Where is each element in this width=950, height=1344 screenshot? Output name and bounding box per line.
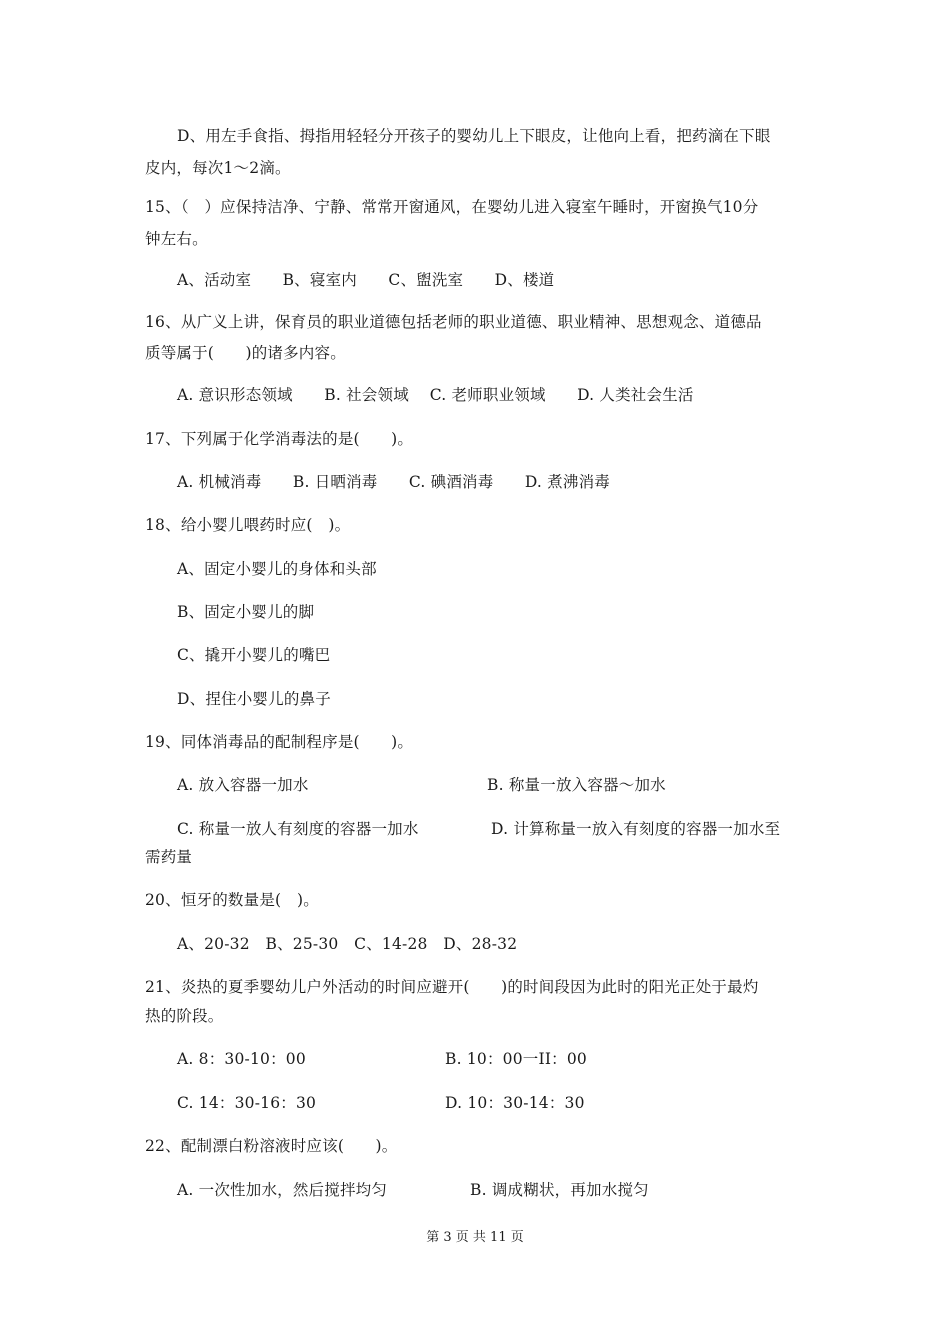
- q19-stem: 19、同体消毒品的配制程序是( )。: [145, 733, 414, 751]
- q14-option-d-line1: D、用左手食指、拇指用轻轻分开孩子的婴幼儿上下眼皮，让他向上看，把药滴在下眼: [177, 127, 771, 145]
- q22-option-b: B. 调成糊状，再加水搅匀: [470, 1181, 649, 1199]
- page-footer: 第 3 页 共 11 页: [426, 1230, 524, 1245]
- q19-option-b: B. 称量一放入容器～加水: [487, 776, 666, 794]
- q19-option-a: A. 放入容器一加水: [177, 776, 309, 794]
- q19-option-d: D. 计算称量一放入有刻度的容器一加水至: [491, 820, 781, 838]
- q21-option-c: C. 14：30-16：30: [177, 1094, 317, 1112]
- q14-option-d-line2: 皮内，每次1～2滴。: [145, 159, 291, 177]
- q18-stem: 18、给小婴儿喂药时应( )。: [145, 516, 351, 534]
- q15-stem-line2: 钟左右。: [145, 230, 208, 248]
- q15-stem-line1: 15、（ ）应保持洁净、宁静、常常开窗通风，在婴幼儿进入寝室午睡时，开窗换气10分: [145, 198, 759, 216]
- q20-stem: 20、恒牙的数量是( )。: [145, 891, 319, 909]
- q19-option-d-cont: 需药量: [145, 848, 193, 866]
- q18-option-a: A、固定小婴儿的身体和头部: [177, 560, 377, 578]
- q16-stem-line1: 16、从广义上讲，保育员的职业道德包括老师的职业道德、职业精神、思想观念、道德品: [145, 313, 762, 331]
- q21-option-d: D. 10：30-14：30: [445, 1094, 585, 1112]
- q22-stem: 22、配制漂白粉溶液时应该( )。: [145, 1137, 398, 1155]
- q18-option-d: D、捏住小婴儿的鼻子: [177, 690, 331, 708]
- q20-options: A、20-32 B、25-30 C、14-28 D、28-32: [177, 935, 518, 953]
- q22-option-a: A. 一次性加水，然后搅拌均匀: [177, 1181, 388, 1199]
- q17-stem: 17、下列属于化学消毒法的是( )。: [145, 430, 414, 448]
- q15-options: A、活动室 B、寝室内 C、盥洗室 D、楼道: [177, 271, 555, 289]
- q19-option-c: C. 称量一放人有刻度的容器一加水: [177, 820, 419, 838]
- q18-option-c: C、撬开小婴儿的嘴巴: [177, 646, 331, 664]
- q21-option-b: B. 10：00一II：00: [445, 1050, 587, 1068]
- q16-options: A. 意识形态领域 B. 社会领域 C. 老师职业领域 D. 人类社会生活: [177, 386, 694, 404]
- q16-stem-line2: 质等属于( )的诸多内容。: [145, 344, 346, 362]
- q21-stem-line2: 热的阶段。: [145, 1007, 224, 1025]
- q21-option-a: A. 8：30-10：00: [177, 1050, 306, 1068]
- q21-stem-line1: 21、炎热的夏季婴幼儿户外活动的时间应避开( )的时间段因为此时的阳光正处于最灼: [145, 978, 759, 996]
- q18-option-b: B、固定小婴儿的脚: [177, 603, 315, 621]
- q17-options: A. 机械消毒 B. 日晒消毒 C. 碘酒消毒 D. 煮沸消毒: [177, 473, 610, 491]
